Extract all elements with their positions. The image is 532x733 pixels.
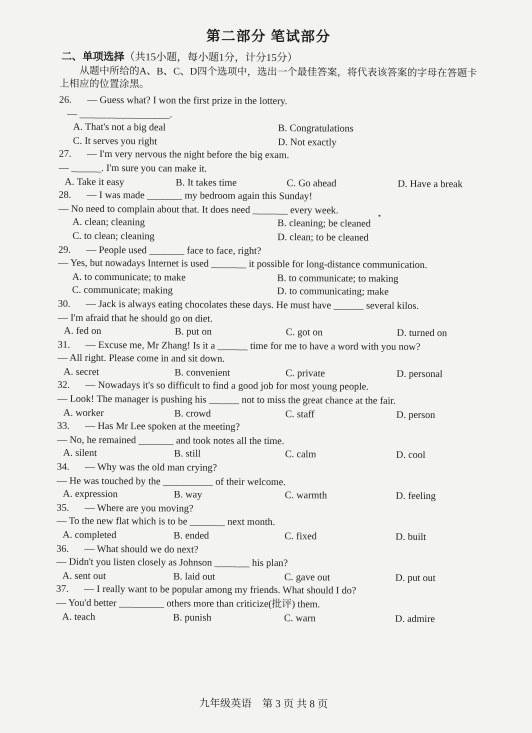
answer-option: B. laid out — [173, 571, 216, 583]
answer-option: B. put on — [174, 326, 212, 338]
question-item — [56, 502, 474, 545]
answer-option: C. to clean; cleaning — [72, 230, 155, 243]
question-item — [57, 379, 475, 422]
question-stem: — What should we do next? — [84, 543, 199, 556]
answer-options — [58, 270, 476, 300]
question-stem: — Excuse me, Mr Zhang! Is it a ______ time for me to have a word with you now? — [85, 339, 421, 353]
answer-options — [59, 121, 477, 151]
section-note: （共15小题，每小题1分，计分15分） — [124, 52, 298, 65]
question-number: 32. — [57, 380, 70, 392]
answer-option: D. clean; to be cleaned — [277, 232, 369, 244]
answer-option: D. put out — [395, 572, 436, 584]
question-stem: — Where are you moving? — [84, 502, 194, 515]
question-number: 27. — [58, 149, 72, 161]
answer-option: B. ended — [173, 530, 210, 542]
answer-option: A. expression — [62, 488, 118, 501]
answer-option: A. fed on — [63, 325, 102, 338]
question-response-line: — Yes, but nowadays Internet is used _______ it possible for long-distance communication. — [58, 257, 428, 272]
answer-option: A. That's not a big deal — [72, 122, 166, 134]
answer-option: B. crowd — [174, 408, 211, 420]
question-item — [57, 420, 475, 463]
question-number: 29. — [58, 244, 71, 256]
answer-option: C. private — [285, 367, 325, 380]
question-item — [58, 189, 476, 246]
question-stem: — I was made _______ my bedroom again this Sunday! — [86, 190, 313, 203]
question-stem: — Guess what? I won the first prize in the lottery. — [87, 94, 288, 108]
answer-option: B. way — [173, 489, 203, 501]
question-number: 35. — [56, 502, 70, 514]
answer-options — [58, 216, 476, 246]
question-item — [59, 148, 477, 191]
question-list — [56, 94, 477, 627]
question-item — [56, 542, 474, 585]
question-number: 37. — [56, 584, 69, 596]
answer-option: B. It takes time — [175, 177, 237, 189]
question-stem: — I'm very nervous the night before the big exam. — [86, 149, 290, 162]
question-response-line: — No, he remained _______ and took notes all the time. — [57, 434, 285, 447]
question-response-line: — To the new flat which is to be _______ next month. — [56, 516, 276, 529]
question-response-line: — __________________. — [67, 108, 173, 121]
answer-option: B. to communicate; to making — [277, 272, 399, 285]
answer-option: A. clean; cleaning — [72, 217, 145, 229]
answer-option: D. person — [396, 409, 436, 421]
question-response-line: — ______. I'm sure you can make it. — [58, 162, 207, 175]
answer-option: A. secret — [63, 366, 100, 378]
question-response-line: — Look! The manager is pushing his ______ not to miss the great chance at the fair. — [57, 393, 396, 407]
question-response-line: — He was touched by the __________ of their welcome. — [56, 475, 286, 488]
question-item — [58, 298, 476, 341]
answer-option: C. got on — [285, 327, 323, 339]
answer-option: C. fixed — [284, 531, 317, 543]
question-number: 31. — [57, 339, 71, 351]
section-label: 二、单项选择 — [61, 51, 125, 64]
footer-page-info: 第 3 页 共 8 页 — [262, 698, 328, 711]
section-instruction: 从题中所给的A、B、C、D四个选项中，选出一个最佳答案，将代表该答案的字母在答题卡上相应的位置涂黑。 — [59, 65, 478, 91]
answer-option: D. admire — [394, 613, 436, 625]
answer-option: B. punish — [172, 612, 212, 624]
question-number: 34. — [56, 461, 70, 473]
question-response-line: — All right. Please come in and sit down. — [57, 353, 225, 366]
question-number: 36. — [56, 543, 69, 555]
answer-option: A. to communicate; to make — [72, 271, 186, 284]
answer-option: B. Congratulations — [277, 123, 354, 135]
question-stem: — Nowadays it's so difficult to find a good job for most young people. — [85, 380, 369, 394]
answer-option: A. worker — [63, 407, 104, 419]
answer-option: C. calm — [284, 449, 317, 461]
part-title: 第二部分 笔试部分 — [206, 29, 331, 46]
question-number: 30. — [57, 298, 71, 310]
question-item — [57, 338, 475, 381]
question-stem: — Jack is always eating chocolates these days. He must have ______ several kilos. — [85, 298, 419, 312]
answer-option: B. still — [173, 448, 201, 461]
question-item — [57, 461, 475, 504]
question-response-line: — Didn't you listen closely as Johnson _______ his plan? — [56, 556, 288, 570]
answer-option: C. warn — [283, 612, 316, 624]
answer-option: D. personal — [396, 368, 443, 380]
answer-option: C. gave out — [284, 571, 331, 584]
question-stem: — Why was the old man crying? — [84, 461, 217, 474]
question-response-line: — No need to complain about that. It does need _______ every week. — [58, 203, 339, 217]
question-stem: — People used _______ face to face, right? — [86, 244, 262, 257]
question-number: 26. — [59, 94, 72, 106]
answer-options — [56, 610, 474, 626]
answer-option: D. feeling — [395, 491, 436, 503]
answer-option: A. sent out — [62, 570, 106, 582]
question-response-line: — You'd better _________ others more than criticize(批评) them. — [56, 597, 321, 611]
answer-option: C. communicate; making — [71, 285, 173, 297]
answer-option: B. cleaning; be cleaned — [277, 218, 371, 230]
answer-option: A. Take it easy — [64, 176, 125, 188]
answer-option: C. Go ahead — [286, 177, 337, 189]
answer-option: D. Not exactly — [277, 136, 337, 149]
answer-option: A. teach — [61, 611, 96, 623]
scan-speck — [378, 215, 380, 217]
question-stem: — I really want to be popular among my friends. What should I do? — [84, 584, 357, 597]
question-number: 28. — [58, 189, 72, 201]
answer-option: D. built — [395, 531, 427, 543]
answer-option: D. turned on — [396, 327, 448, 340]
question-item — [58, 243, 476, 300]
answer-option: D. to communicating; make — [276, 286, 389, 299]
question-item — [56, 583, 474, 626]
footer-subject: 九年级英语 — [199, 698, 252, 710]
answer-option: C. It serves you right — [72, 135, 158, 148]
question-item — [59, 94, 477, 151]
question-response-line: — I'm afraid that he should go on diet. — [57, 312, 213, 325]
page-footer — [0, 694, 530, 712]
answer-option: D. Have a break — [397, 178, 463, 190]
answer-option: B. convenient — [174, 367, 231, 379]
answer-option: D. cool — [395, 450, 426, 462]
answer-option: C. warmth — [284, 490, 328, 502]
question-number: 33. — [57, 420, 70, 433]
answer-option: A. completed — [62, 529, 117, 542]
question-stem: — Has Mr Lee spoken at the meeting? — [85, 421, 240, 434]
answer-option: A. silent — [62, 448, 97, 460]
answer-option: C. staff — [285, 408, 315, 420]
